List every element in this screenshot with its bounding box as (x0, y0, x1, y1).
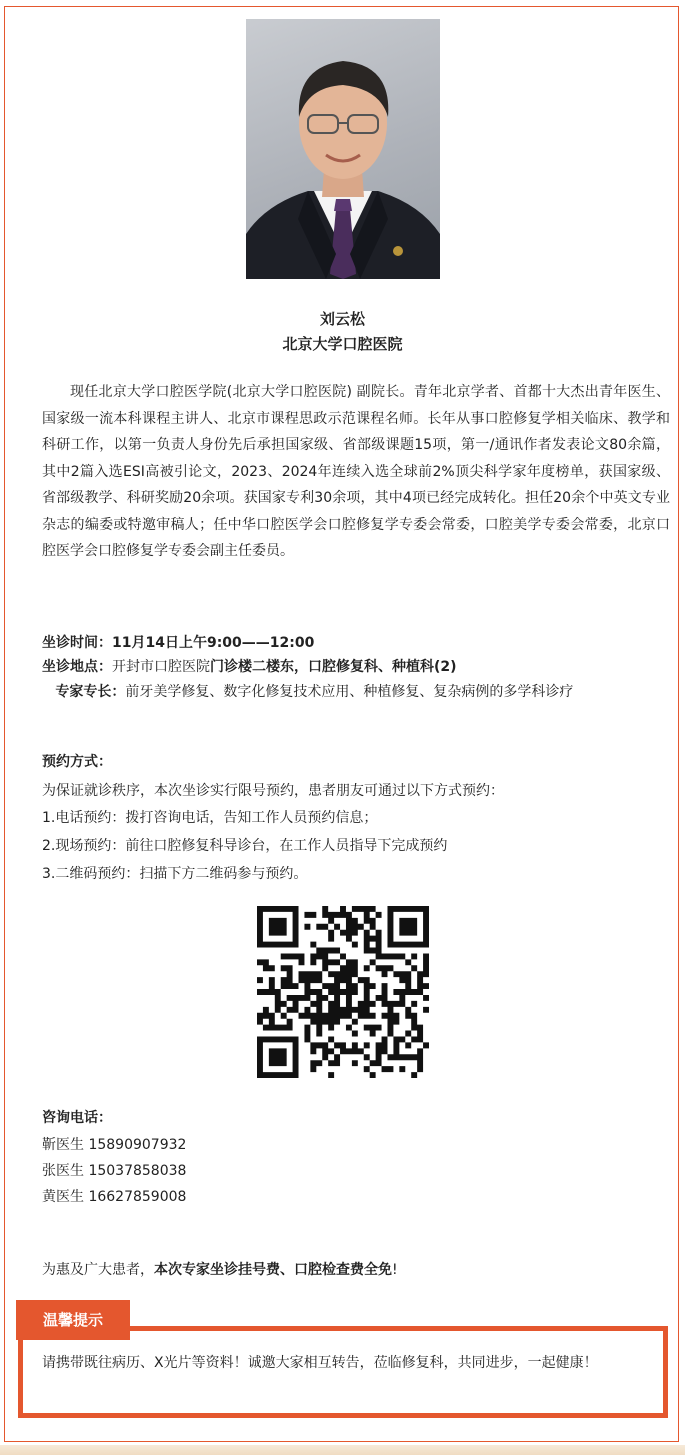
qr-finder-pattern (257, 906, 299, 948)
appointment-method: 2.现场预约：前往口腔修复科导诊台，在工作人员指导下完成预约 (42, 838, 448, 854)
clinic-place-plain: 开封市口腔医院 (112, 659, 210, 675)
clinic-expertise-label: 专家专长： (55, 684, 126, 700)
appointment-method: 3.二维码预约：扫描下方二维码参与预约。 (42, 866, 308, 882)
clinic-place-bold: 门诊楼二楼东，口腔修复科、种植科(2) (210, 659, 457, 675)
qr-finder-pattern (387, 906, 429, 948)
appointment-title: 预约方式： (42, 754, 112, 770)
doctor-name: 刘云松 (319, 310, 365, 328)
notice-text: 请携带既往病历、X光片等资料！诚邀大家相互转告，莅临修复科，共同进步，一起健康！ (42, 1355, 598, 1371)
doctor-bio: 现任北京大学口腔医学院(北京大学口腔医院) 副院长。青年北京学者、首都十大杰出青年医生、国家级一流本科课程主讲人、北京市课程思政示范课程名师。长年从事口腔修复学相关临床、教学和科研工作，以第一负责人身份先后承担国家级、省部级课题15项，第一/通讯作者发表论文80余篇，其中2篇入选ESI高被引论文，2023、2024年连续入选全球前2%顶尖科学家年度榜单，获国家级、省部级教学、科研奖励20余项。获国家专利30余项，其中4项已经完成转化。担任20余个中英文专业杂志的编委或特邀审稿人；任中华口腔医学会口腔修复学专委会常委，口腔美学专委会常委，北京口腔医学会口腔修复学专委会副主任委员。 (42, 384, 670, 559)
doctor-portrait (246, 19, 440, 279)
appointment-qr-code[interactable] (257, 906, 429, 1078)
qr-code-graphic (257, 906, 429, 1078)
portrait-illustration (246, 19, 440, 279)
clinic-expertise-value: 前牙美学修复、数字化修复技术应用、种植修复、复杂病例的多学科诊疗 (125, 684, 574, 700)
clinic-time-value: 11月14日上午9:00——12:00 (112, 635, 315, 651)
contact-phone[interactable]: 靳医生 15890907932 (42, 1137, 187, 1153)
notice-tab: 温馨提示 (16, 1300, 130, 1340)
doctor-hospital: 北京大学口腔医院 (282, 335, 403, 353)
contact-phone[interactable]: 黄医生 16627859008 (42, 1189, 187, 1205)
benefit-plain: 为惠及广大患者， (42, 1262, 154, 1278)
clinic-time (42, 631, 314, 655)
appointment-method: 1.电话预约：拨打咨询电话，告知工作人员预约信息； (42, 810, 378, 826)
clinic-time-label: 坐诊时间： (42, 635, 112, 651)
qr-finder-pattern (257, 1036, 299, 1078)
clinic-place (42, 655, 457, 679)
clinic-expertise (42, 680, 670, 704)
clinic-place-label: 坐诊地点： (42, 659, 112, 675)
contact-title: 咨询电话： (42, 1110, 112, 1126)
benefit-bold: 本次专家坐诊挂号费、口腔检查费全免 (154, 1262, 392, 1278)
benefit-note (42, 1258, 398, 1282)
bottom-strip (0, 1445, 685, 1455)
contact-phone[interactable]: 张医生 15037858038 (42, 1163, 187, 1179)
appointment-intro: 为保证就诊秩序，本次坐诊实行限号预约，患者朋友可通过以下方式预约： (42, 783, 504, 799)
benefit-end: ! (392, 1262, 398, 1278)
